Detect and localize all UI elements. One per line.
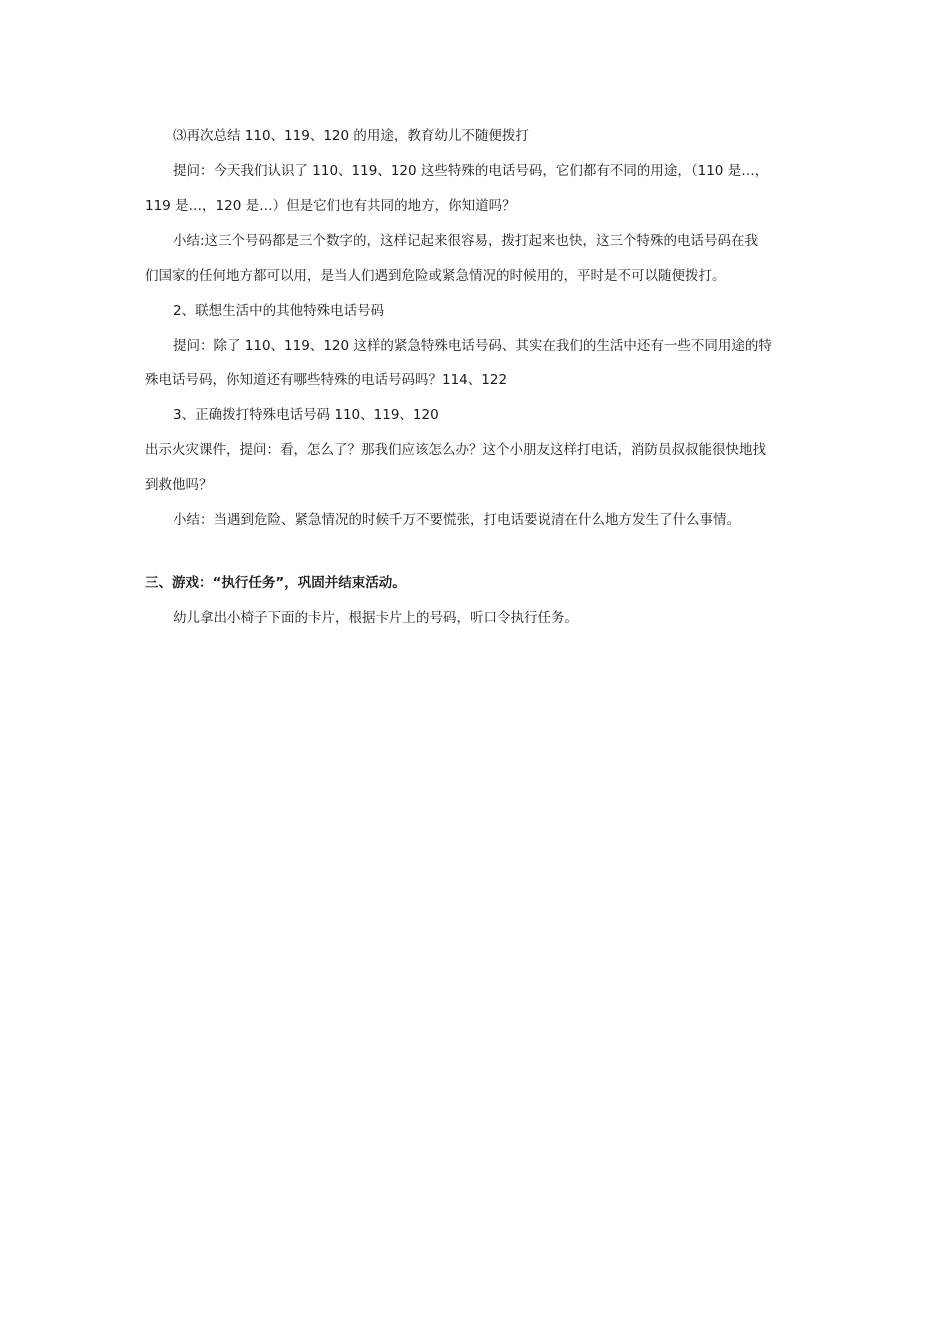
- question-2-paragraph-line-2: 殊电话号码，你知道还有哪些特殊的电话号码吗？114、122: [145, 372, 508, 388]
- section-2-heading: 2、联想生活中的其他特殊电话号码: [173, 303, 385, 319]
- question-2-paragraph-line-1: 提问：除了 110、119、120 这样的紧急特殊电话号码、其实在我们的生活中还有一些不同用途的特: [173, 338, 772, 354]
- game-instructions-paragraph: 幼儿拿出小椅子下面的卡片，根据卡片上的号码，听口令执行任务。: [173, 610, 578, 626]
- summary-paragraph-line-1: 小结:这三个号码都是三个数字的，这样记起来很容易，拨打起来也快，这三个特殊的电话号码在我: [173, 233, 759, 249]
- fire-courseware-paragraph-line-1: 出示火灾课件，提问：看，怎么了？那我们应该怎么办？这个小朋友这样打电话，消防员叔叔能很快地找: [145, 442, 766, 458]
- game-section-heading: 三、游戏：“执行任务”，巩固并结束活动。: [145, 575, 406, 591]
- section-3-heading: 3、正确拨打特殊电话号码 110、119、120: [173, 407, 439, 423]
- question-paragraph-line-1: 提问：今天我们认识了 110、119、120 这些特殊的电话号码，它们都有不同的用途，（110 是…，: [173, 163, 769, 179]
- summary-2-paragraph: 小结：当遇到危险、紧急情况的时候千万不要慌张，打电话要说清在什么地方发生了什么事情。: [173, 512, 740, 528]
- summary-step-heading: ⑶再次总结 110、119、120 的用途，教育幼儿不随便拨打: [173, 128, 529, 144]
- question-paragraph-line-2: 119 是…，120 是…）但是它们也有共同的地方，你知道吗？: [145, 198, 516, 214]
- fire-courseware-paragraph-line-2: 到救他吗？: [145, 477, 213, 493]
- summary-paragraph-line-2: 们国家的任何地方都可以用，是当人们遇到危险或紧急情况的时候用的，平时是不可以随便拨打。: [145, 268, 726, 284]
